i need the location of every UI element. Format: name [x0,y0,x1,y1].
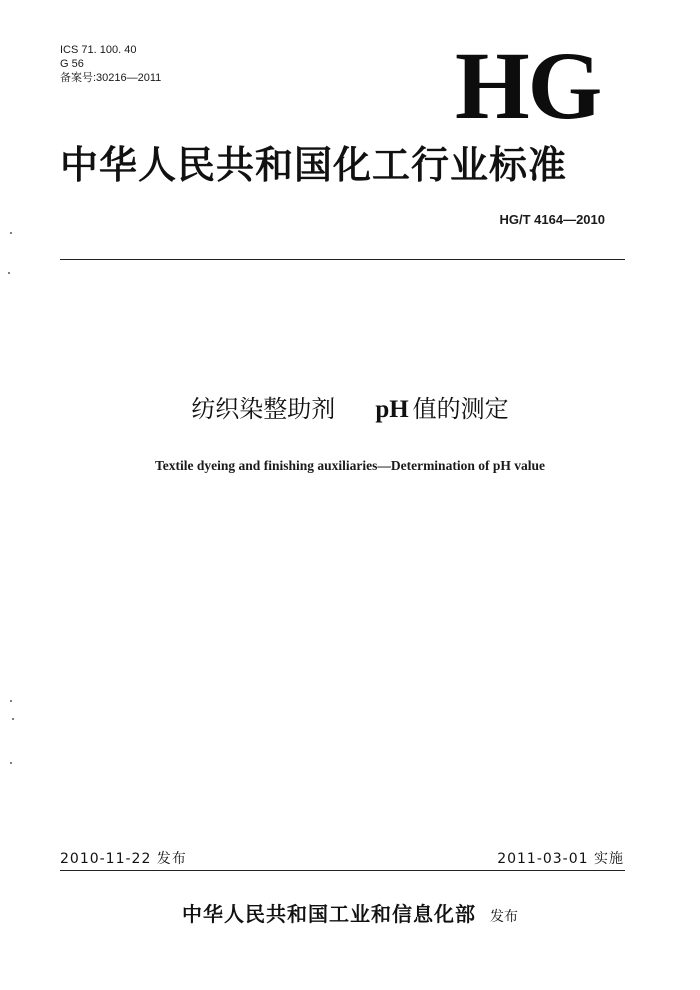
scan-speck [10,232,12,234]
title-cn-suffix: 值的测定 [412,395,509,423]
issuer-name: 中华人民共和国工业和信息化部 [182,902,476,926]
header-divider [60,259,625,260]
title-cn-ph: pH [375,396,409,423]
hg-logo: HG [455,32,601,139]
issuing-organization [0,900,700,931]
ccs-code: G 56 [60,58,84,70]
issue-date: 2010-11-22 发布 [60,851,187,867]
standard-category-title: 中华人民共和国化工行业标准 [60,142,568,187]
scan-speck [10,700,12,702]
document-title-en: Textile dyeing and finishing auxiliaries—Determination of pH value [155,458,545,473]
implementation-date: 2011-03-01 实施 [497,851,624,867]
issuer-verb: 发布 [490,909,518,925]
ics-code: ICS 71. 100. 40 [60,44,137,56]
standard-number: HG/T 4164—2010 [499,212,605,227]
record-number: 备案号:30216—2011 [60,72,162,84]
scan-speck [8,272,10,274]
scan-speck [12,718,14,720]
footer-divider [60,870,625,871]
title-cn-prefix: 纺织染整助剂 [191,395,336,423]
document-title-cn [0,392,700,427]
scan-speck [10,762,12,764]
